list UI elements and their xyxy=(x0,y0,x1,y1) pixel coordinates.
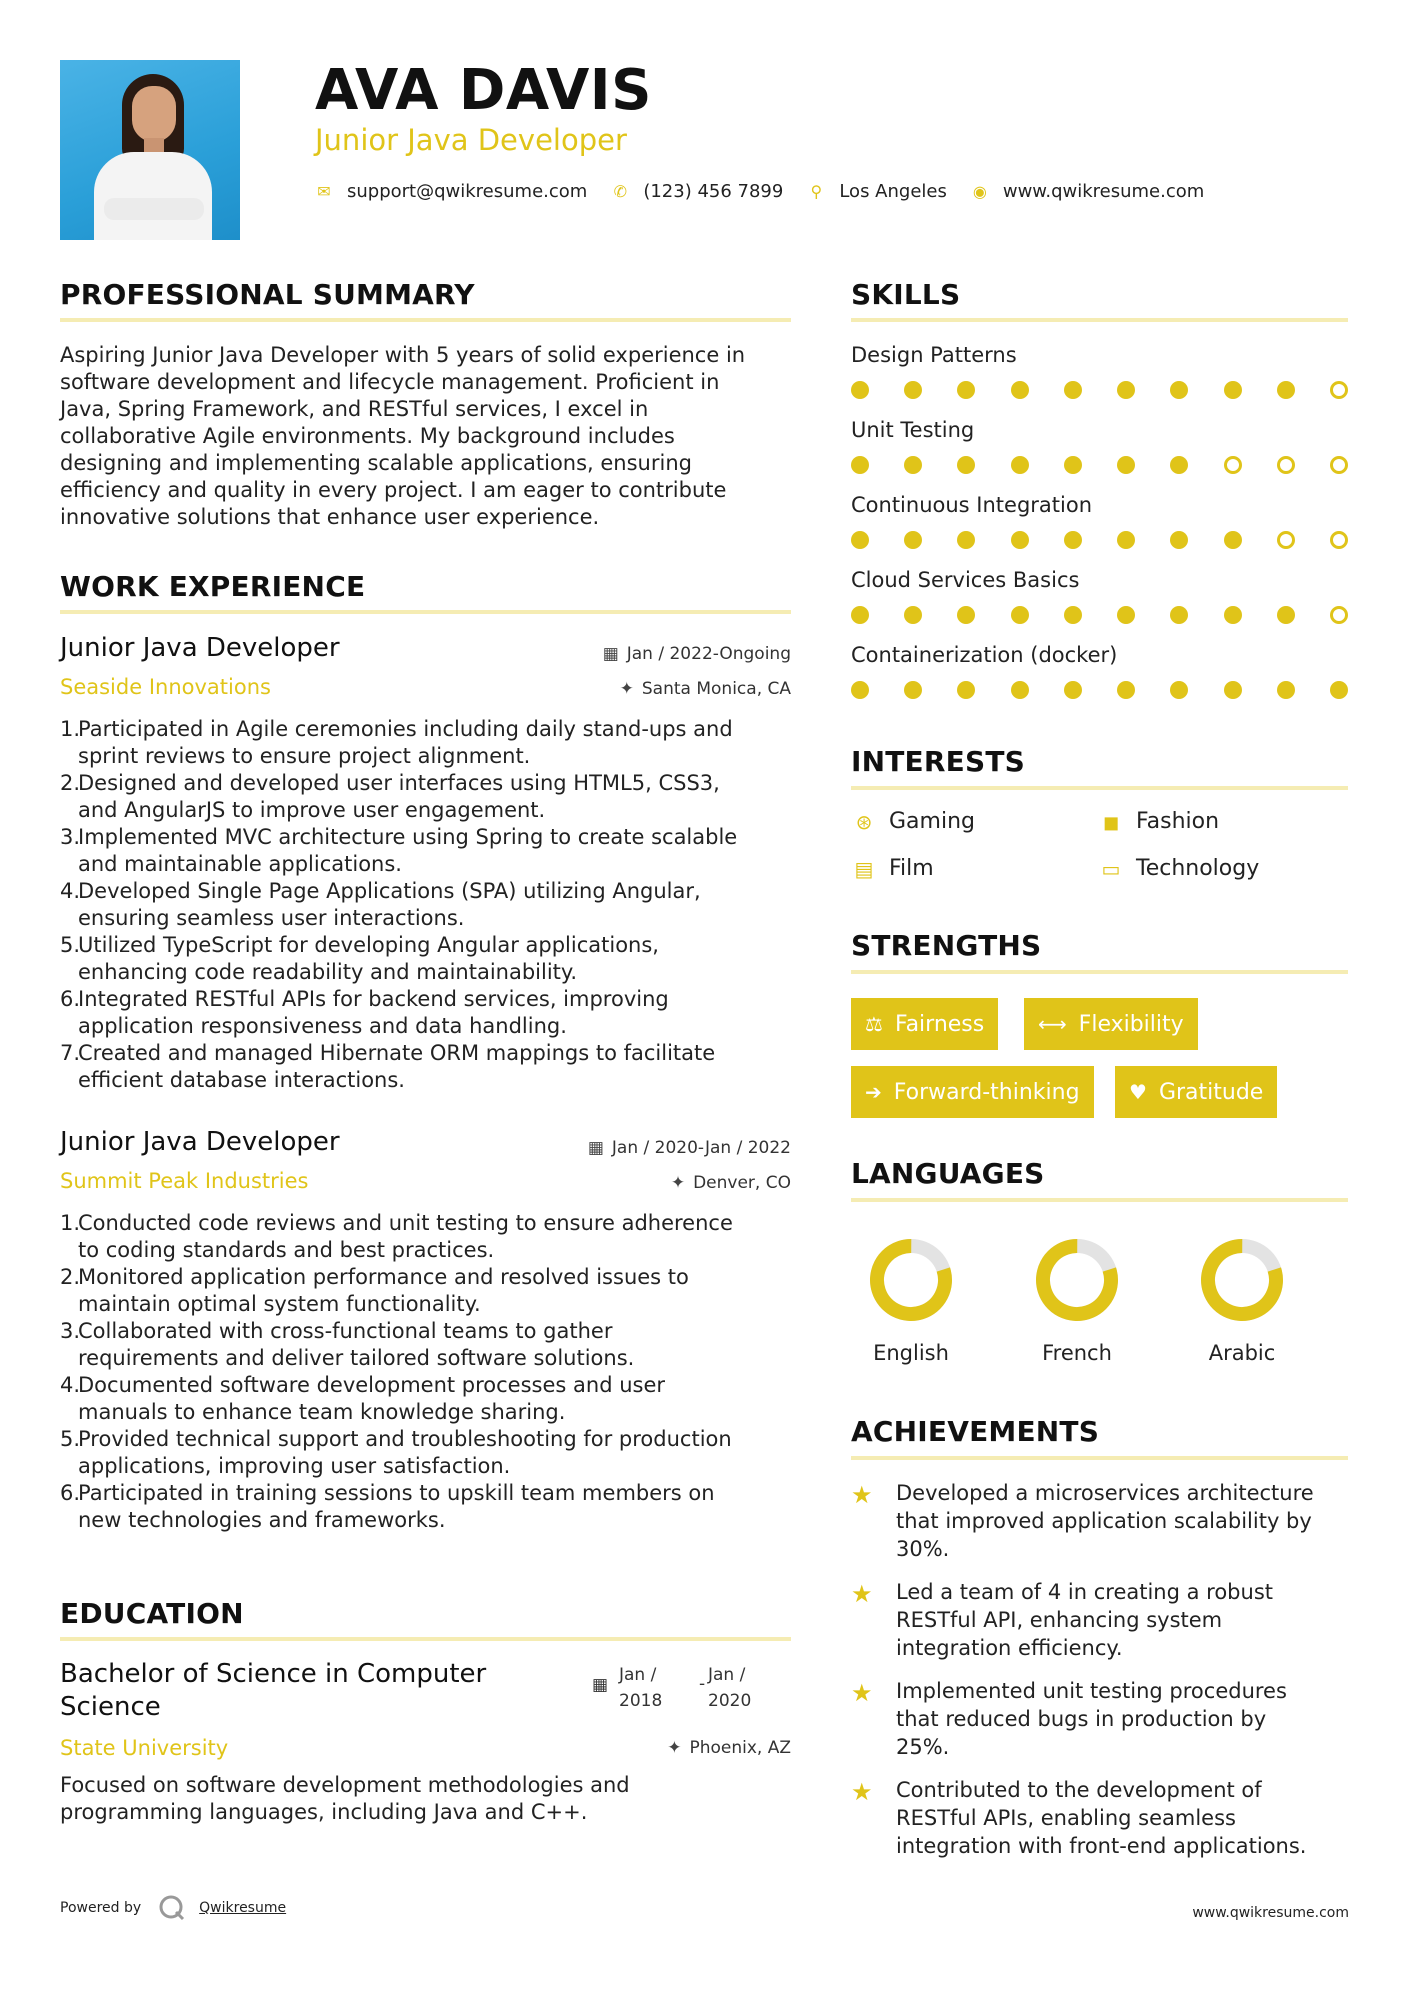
skill-dot-filled xyxy=(1011,681,1029,699)
skill-dot-filled xyxy=(904,531,922,549)
skill-dot-empty xyxy=(1330,381,1348,399)
skill-dot-filled xyxy=(904,606,922,624)
calendar-icon: ▦ xyxy=(587,1138,604,1158)
skill-dot-filled xyxy=(957,456,975,474)
job-company: Seaside Innovations xyxy=(60,675,271,699)
language-ring-english xyxy=(868,1237,954,1323)
interests-rule xyxy=(851,786,1348,790)
skill-dot-filled xyxy=(851,681,869,699)
candidate-name: AVA DAVIS xyxy=(315,58,652,123)
summary-text: Aspiring Junior Java Developer with 5 years of solid experience in software development and lifecycle management. Proficient in Java, Spring Framework, and RESTful services, I excel in collaborative Agile environments. My background includes designing and implementing scalable applications, ensuring efficiency and quality in every project. I am eager to contribute innovative solutions that enhance user experience. xyxy=(60,343,746,529)
pin-icon: ✦ xyxy=(670,1173,686,1193)
envelope-icon: ✉ xyxy=(317,181,331,201)
skill-dot-filled xyxy=(1117,606,1135,624)
education-location: ✦ Phoenix, AZ xyxy=(667,1738,791,1758)
qwikresume-logo-icon xyxy=(158,1894,186,1922)
list-item: 2. Designed and developed user interfaces using HTML5, CSS3, and AngularJS to improve user engagement. xyxy=(60,771,720,822)
achievement-item: ★ Developed a microservices architecture that improved application scalability by 30%. xyxy=(851,1481,1314,1561)
skill-dot-filled xyxy=(1170,381,1188,399)
contact-location: Los Angeles xyxy=(839,180,947,202)
film-icon: ▤ xyxy=(854,856,874,881)
education-heading: EDUCATION xyxy=(60,1597,244,1630)
languages-rule xyxy=(851,1198,1348,1202)
school-name: State University xyxy=(60,1736,229,1760)
skill-dot-empty xyxy=(1330,606,1348,624)
job-location: ✦ Santa Monica, CA xyxy=(619,679,791,699)
qwikresume-link[interactable]: Qwikresume xyxy=(199,1900,287,1916)
interest-item: ▤ Film xyxy=(851,856,934,881)
skill-dot-filled xyxy=(1117,381,1135,399)
skill-rating xyxy=(851,531,1348,551)
powered-by-label: Powered by xyxy=(60,1900,142,1916)
list-item: 6. Participated in training sessions to upskill team members on new technologies and frameworks. xyxy=(60,1481,715,1532)
list-item: 7. Created and managed Hibernate ORM mappings to facilitate efficient database interactions. xyxy=(60,1041,716,1092)
achievement-item: ★ Contributed to the development of RESTful APIs, enabling seamless integration with front-end applications. xyxy=(851,1778,1307,1858)
job-company: Summit Peak Industries xyxy=(60,1169,309,1193)
interest-item: ◼ Fashion xyxy=(1098,809,1219,834)
skills-heading: SKILLS xyxy=(851,278,961,311)
map-marker-icon: ⚲ xyxy=(810,181,823,201)
list-item: 5. Utilized TypeScript for developing Angular applications, enhancing code readability and maintainability. xyxy=(60,933,659,984)
profile-photo xyxy=(60,60,240,240)
skill-dot-empty xyxy=(1330,456,1348,474)
list-item: 3. Collaborated with cross-functional teams to gather requirements and deliver tailored software solutions. xyxy=(60,1319,635,1370)
languages-heading: LANGUAGES xyxy=(851,1157,1045,1190)
skill-dot-filled xyxy=(851,381,869,399)
skill-dot-filled xyxy=(1224,531,1242,549)
skill-label: Unit Testing xyxy=(851,418,975,442)
skill-dot-filled xyxy=(1064,681,1082,699)
skill-dot-filled xyxy=(1011,381,1029,399)
skill-dot-filled xyxy=(957,681,975,699)
skill-dot-filled xyxy=(957,606,975,624)
strength-tag: ➔ Forward-thinking xyxy=(851,1066,1094,1118)
phone-icon: ✆ xyxy=(613,181,628,201)
pin-icon: ✦ xyxy=(667,1738,682,1758)
list-item: 1. Conducted code reviews and unit testing to ensure adherence to coding standards and best practices. xyxy=(60,1211,733,1262)
pin-icon: ✦ xyxy=(619,679,634,699)
language-rings xyxy=(851,1225,1348,1335)
skill-dot-filled xyxy=(1117,456,1135,474)
footer-powered-by xyxy=(60,1900,286,1916)
job-dates: ▦ Jan / 2020-Jan / 2022 xyxy=(587,1138,791,1158)
language-label: English xyxy=(873,1341,949,1365)
skill-dot-filled xyxy=(1170,531,1188,549)
job-duties xyxy=(60,1210,800,1534)
strengths-rule xyxy=(851,970,1348,974)
skill-dot-filled xyxy=(1224,681,1242,699)
globe-icon: ◉ xyxy=(972,181,987,201)
skill-dot-filled xyxy=(957,381,975,399)
skill-dot-filled xyxy=(1170,456,1188,474)
achievements-heading: ACHIEVEMENTS xyxy=(851,1415,1100,1448)
skill-dot-filled xyxy=(1011,606,1029,624)
skill-label: Cloud Services Basics xyxy=(851,568,1080,592)
skills-rule xyxy=(851,318,1348,322)
skill-dot-filled xyxy=(1224,606,1242,624)
skill-dot-filled xyxy=(1277,606,1295,624)
summary-heading: PROFESSIONAL SUMMARY xyxy=(60,278,475,311)
skill-dot-filled xyxy=(904,381,922,399)
calendar-icon: ▦ xyxy=(602,644,619,664)
job-title: Junior Java Developer xyxy=(60,1127,340,1157)
skill-label: Continuous Integration xyxy=(851,493,1092,517)
education-description: Focused on software development methodologies and programming languages, including Java and C++. xyxy=(60,1773,630,1824)
strength-tag: ♥ Gratitude xyxy=(1115,1066,1277,1118)
strength-tag: ⚖ Fairness xyxy=(851,998,998,1050)
list-item: 1. Participated in Agile ceremonies including daily stand-ups and sprint reviews to ensure project alignment. xyxy=(60,717,733,768)
heart-icon: ♥ xyxy=(1129,1080,1147,1104)
experience-heading: WORK EXPERIENCE xyxy=(60,570,366,603)
strength-tag: ⟷ Flexibility xyxy=(1024,998,1198,1050)
skill-dot-filled xyxy=(1064,606,1082,624)
job-title: Junior Java Developer xyxy=(60,633,340,663)
language-ring-level xyxy=(1199,1237,1285,1323)
strengths-heading: STRENGTHS xyxy=(851,929,1042,962)
contact-phone[interactable]: (123) 456 7899 xyxy=(643,180,784,202)
language-label: Arabic xyxy=(1208,1341,1276,1365)
arrow-right-icon: ➔ xyxy=(865,1080,882,1104)
interest-item: ⊛ Gaming xyxy=(851,809,975,834)
skill-dot-empty xyxy=(1330,531,1348,549)
skill-dot-filled xyxy=(1064,381,1082,399)
language-ring-french xyxy=(1034,1237,1120,1323)
skill-label: Design Patterns xyxy=(851,343,1017,367)
skill-dot-filled xyxy=(1170,681,1188,699)
job-location: ✦ Denver, CO xyxy=(670,1173,791,1193)
achievement-item: ★ Led a team of 4 in creating a robust RESTful API, enhancing system integration efficiency. xyxy=(851,1580,1273,1660)
skill-dot-filled xyxy=(1011,456,1029,474)
footer-site[interactable]: www.qwikresume.com xyxy=(1192,1905,1349,1921)
skill-dot-filled xyxy=(1330,681,1348,699)
skill-dot-filled xyxy=(1224,381,1242,399)
skill-label: Containerization (docker) xyxy=(851,643,1118,667)
job-duties xyxy=(60,716,800,1094)
language-ring-arabic xyxy=(1199,1237,1285,1323)
skill-dot-filled xyxy=(1170,606,1188,624)
skill-dot-empty xyxy=(1277,456,1295,474)
laptop-icon: ▭ xyxy=(1101,856,1121,881)
list-item: 5. Provided technical support and troubleshooting for production applications, improving user satisfaction. xyxy=(60,1427,732,1478)
gamepad-icon: ⊛ xyxy=(855,809,873,834)
skill-dot-filled xyxy=(1277,381,1295,399)
skill-rating xyxy=(851,681,1348,701)
star-icon: ★ xyxy=(851,1580,873,1608)
skill-dot-filled xyxy=(851,606,869,624)
degree-title: Bachelor of Science in Computer Science xyxy=(60,1659,487,1722)
candidate-role: Junior Java Developer xyxy=(315,123,627,157)
language-ring-level xyxy=(868,1237,954,1323)
skill-dot-filled xyxy=(851,456,869,474)
calendar-icon: ▦ xyxy=(592,1675,609,1695)
language-label: French xyxy=(1042,1341,1112,1365)
skill-dot-filled xyxy=(1117,531,1135,549)
balance-scale-icon: ⚖ xyxy=(865,1012,883,1036)
list-item: 6. Integrated RESTful APIs for backend services, improving application responsiveness and data handling. xyxy=(60,987,669,1038)
skill-dot-filled xyxy=(904,456,922,474)
summary-rule xyxy=(60,318,791,322)
skill-dot-filled xyxy=(957,531,975,549)
skill-dot-filled xyxy=(1011,531,1029,549)
education-rule xyxy=(60,1637,791,1641)
skill-dot-filled xyxy=(851,531,869,549)
star-icon: ★ xyxy=(851,1679,873,1707)
skill-dot-empty xyxy=(1277,531,1295,549)
skill-dot-filled xyxy=(1064,531,1082,549)
language-ring-level xyxy=(1034,1237,1120,1323)
list-item: 4. Documented software development processes and user manuals to enhance team knowledge sharing. xyxy=(60,1373,666,1424)
contact-website[interactable]: www.qwikresume.com xyxy=(1002,180,1205,202)
shopping-bag-icon: ◼ xyxy=(1102,809,1120,834)
interest-item: ▭ Technology xyxy=(1098,856,1259,881)
skill-dot-empty xyxy=(1224,456,1242,474)
star-icon: ★ xyxy=(851,1778,873,1806)
interests-heading: INTERESTS xyxy=(851,745,1025,778)
list-item: 4. Developed Single Page Applications (SPA) utilizing Angular, ensuring seamless user interactions. xyxy=(60,879,701,930)
achievement-item: ★ Implemented unit testing procedures that reduced bugs in production by 25%. xyxy=(851,1679,1287,1759)
skill-dot-filled xyxy=(1277,681,1295,699)
skill-dot-filled xyxy=(1117,681,1135,699)
skill-rating xyxy=(851,456,1348,476)
contact-email[interactable]: support@qwikresume.com xyxy=(347,180,588,202)
list-item: 2. Monitored application performance and resolved issues to maintain optimal system functionality. xyxy=(60,1265,689,1316)
star-icon: ★ xyxy=(851,1481,873,1509)
skill-rating xyxy=(851,606,1348,626)
list-item: 3. Implemented MVC architecture using Spring to create scalable and maintainable applications. xyxy=(60,825,738,876)
experience-rule xyxy=(60,610,791,614)
skill-dot-filled xyxy=(904,681,922,699)
achievements-rule xyxy=(851,1456,1348,1460)
job-dates: ▦ Jan / 2022-Ongoing xyxy=(602,644,791,664)
contact-bar xyxy=(315,178,1228,204)
skill-rating xyxy=(851,381,1348,401)
skill-dot-filled xyxy=(1064,456,1082,474)
arrows-horizontal-icon: ⟷ xyxy=(1038,1012,1067,1036)
